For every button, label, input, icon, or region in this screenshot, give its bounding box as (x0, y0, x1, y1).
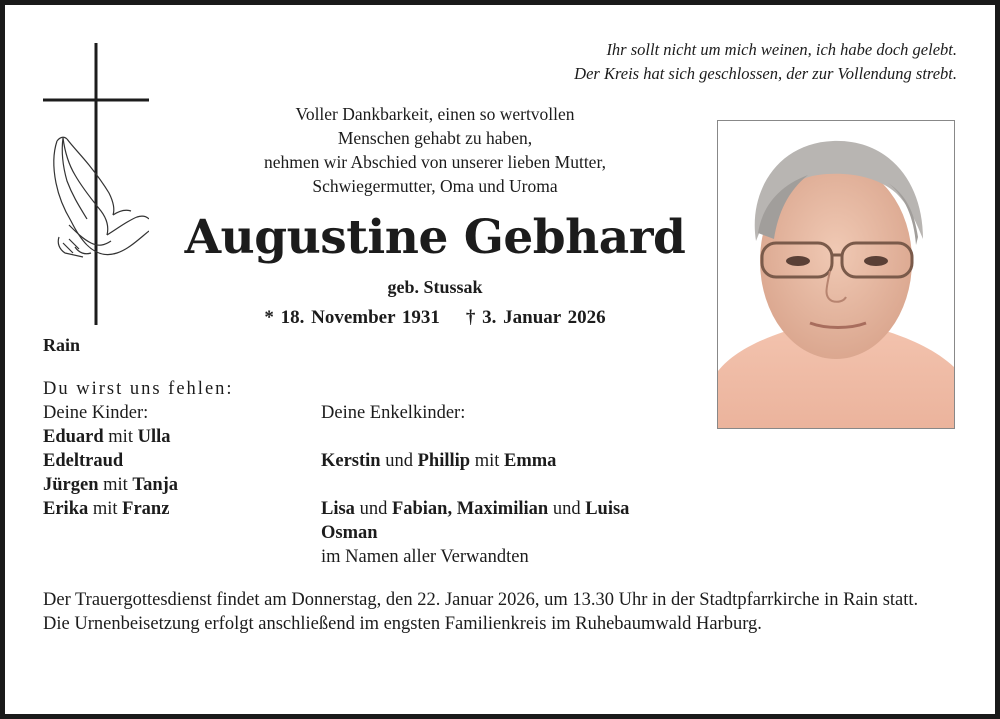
grandchildren-column (321, 401, 629, 569)
intro-line-2: Menschen gehabt zu haben, (337, 128, 533, 148)
children-column (43, 377, 234, 521)
quote-line-1: Ihr sollt nicht um mich weinen, ich habe doch gelebt. (606, 40, 957, 59)
life-dates (135, 307, 735, 329)
place: Rain (43, 335, 81, 355)
portrait-photo (717, 120, 955, 429)
intro-line-4: Schwiegermutter, Oma und Uroma (312, 176, 558, 196)
intro-text (135, 102, 735, 198)
intro-line-1: Voller Dankbarkeit, einen so wertvollen (295, 104, 575, 124)
intro-line-3: nehmen wir Abschied von unserer lieben Mutter, (264, 152, 606, 172)
grandchildren-label: Deine Enkelkinder: (321, 403, 466, 423)
birth-name: geb. Stussak (387, 277, 483, 297)
child-row: Erika mit Franz (43, 499, 170, 519)
death-date: † 3. Januar 2026 (465, 307, 606, 328)
birth-date: * 18. November 1931 (264, 307, 440, 328)
mourners-heading: Du wirst uns fehlen: (43, 379, 234, 399)
deceased-name: Augustine Gebhard (184, 210, 686, 265)
cross-icon (43, 43, 149, 325)
children-label: Deine Kinder: (43, 403, 149, 423)
service-paragraph-1: Der Trauergottesdienst findet am Donnerstag, den 22. Januar 2026, um 13.30 Uhr in der Stadtpfarrkirche in Rain statt. (43, 590, 919, 610)
child-row: Edeltraud (43, 451, 124, 471)
child-row: Jürgen mit Tanja (43, 475, 179, 495)
grandchild-row: Osman (321, 523, 378, 543)
child-row: Eduard mit Ulla (43, 427, 171, 447)
quote-line-2: Der Kreis hat sich geschlossen, der zur Vollendung strebt. (574, 64, 957, 83)
relatives-line: im Namen aller Verwandten (321, 547, 529, 567)
obituary-notice (5, 5, 995, 714)
service-paragraph-2: Die Urnenbeisetzung erfolgt anschließend im engsten Familienkreis im Ruhebaumwald Harburg. (43, 614, 762, 634)
grandchild-row: Lisa und Fabian, Maximilian und Luisa (321, 499, 630, 519)
grandchild-row: Kerstin und Phillip mit Emma (321, 451, 557, 471)
service-info (43, 588, 963, 636)
memorial-quote (574, 38, 957, 86)
